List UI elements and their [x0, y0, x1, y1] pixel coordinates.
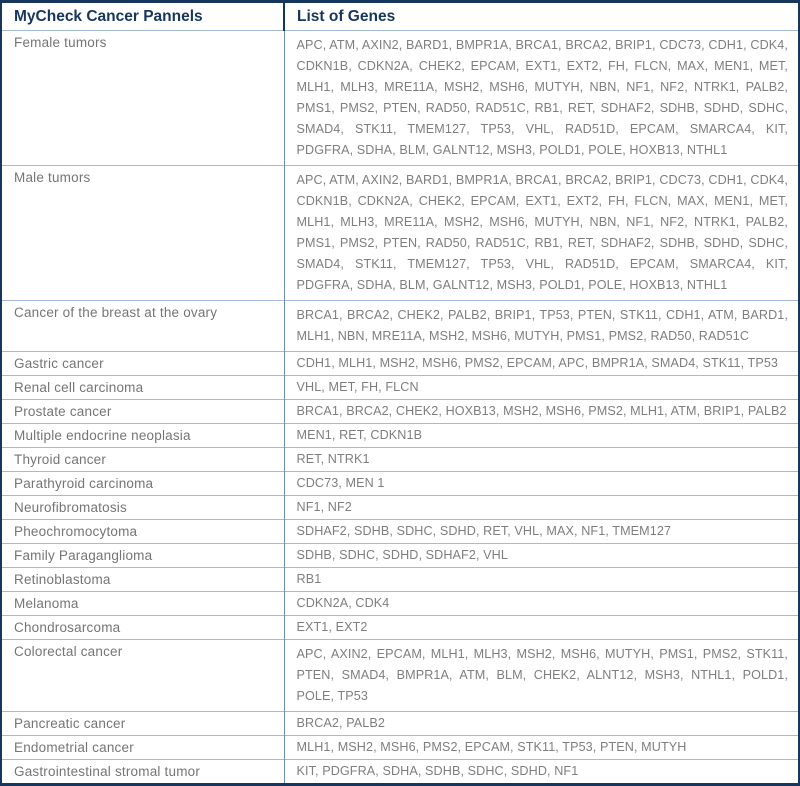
table-row — [1, 301, 799, 352]
table-row — [1, 352, 799, 376]
table-row — [1, 472, 799, 496]
table-row — [1, 448, 799, 472]
panel-name-cell: Pancreatic cancer — [1, 712, 284, 736]
panel-name-cell: Endometrial cancer — [1, 736, 284, 760]
gene-list-cell: BRCA1, BRCA2, CHEK2, PALB2, BRIP1, TP53, PTEN, STK11, CDH1, ATM, BARD1, MLH1, NBN, MRE11A, MSH2, MSH6, MUTYH, PMS1, PMS2, RAD50, RAD51C — [284, 301, 799, 352]
panel-name-cell: Neurofibromatosis — [1, 496, 284, 520]
gene-list-cell: VHL, MET, FH, FLCN — [284, 376, 799, 400]
gene-list-cell: CDKN2A, CDK4 — [284, 592, 799, 616]
table-row — [1, 376, 799, 400]
gene-list-cell: APC, AXIN2, EPCAM, MLH1, MLH3, MSH2, MSH6, MUTYH, PMS1, PMS2, STK11, PTEN, SMAD4, BMPR1A, ATM, BLM, CHEK2, ALNT12, MSH3, NTHL1, POLD1, POLE, TP53 — [284, 640, 799, 712]
panel-name-cell: Renal cell carcinoma — [1, 376, 284, 400]
table-row — [1, 736, 799, 760]
panel-name-cell: Pheochromocytoma — [1, 520, 284, 544]
panel-name-cell: Thyroid cancer — [1, 448, 284, 472]
gene-list-cell: MLH1, MSH2, MSH6, PMS2, EPCAM, STK11, TP53, PTEN, MUTYH — [284, 736, 799, 760]
column-header-panels: MyCheck Cancer Pannels — [1, 2, 284, 31]
panel-name-cell: Female tumors — [1, 31, 284, 166]
table-row — [1, 166, 799, 301]
table-header — [1, 2, 799, 31]
panel-name-cell: Gastrointestinal stromal tumor — [1, 760, 284, 785]
panel-name-cell: Retinoblastoma — [1, 568, 284, 592]
gene-list-cell: CDH1, MLH1, MSH2, MSH6, PMS2, EPCAM, APC, BMPR1A, SMAD4, STK11, TP53 — [284, 352, 799, 376]
panel-name-cell: Family Paraganglioma — [1, 544, 284, 568]
gene-list-cell: RB1 — [284, 568, 799, 592]
table-row — [1, 760, 799, 785]
panel-name-cell: Parathyroid carcinoma — [1, 472, 284, 496]
gene-list-cell: CDC73, MEN 1 — [284, 472, 799, 496]
gene-list-cell: RET, NTRK1 — [284, 448, 799, 472]
gene-list-cell: BRCA2, PALB2 — [284, 712, 799, 736]
panel-name-cell: Cancer of the breast at the ovary — [1, 301, 284, 352]
gene-list-cell: EXT1, EXT2 — [284, 616, 799, 640]
gene-list-cell: NF1, NF2 — [284, 496, 799, 520]
column-header-genes: List of Genes — [284, 2, 799, 31]
table-row — [1, 592, 799, 616]
table-body — [1, 31, 799, 785]
gene-list-cell: APC, ATM, AXIN2, BARD1, BMPR1A, BRCA1, BRCA2, BRIP1, CDC73, CDH1, CDK4, CDKN1B, CDKN2A, CHEK2, EPCAM, EXT1, EXT2, FH, FLCN, MAX, MEN1, MET, MLH1, MLH3, MRE11A, MSH2, MSH6, MUTYH, NBN, NF1, NF2, NTRK1, PALB2, PMS1, PMS2, PTEN, RAD50, RAD51C, RB1, RET, SDHAF2, SDHB, SDHD, SDHC, SMAD4, STK11, TMEM127, TP53, VHL, RAD51D, EPCAM, SMARCA4, KIT, PDGFRA, SDHA, BLM, GALNT12, MSH3, POLD1, POLE, HOXB13, NTHL1 — [284, 31, 799, 166]
panel-name-cell: Male tumors — [1, 166, 284, 301]
table-row — [1, 568, 799, 592]
gene-list-cell: SDHAF2, SDHB, SDHC, SDHD, RET, VHL, MAX, NF1, TMEM127 — [284, 520, 799, 544]
gene-list-cell: BRCA1, BRCA2, CHEK2, HOXB13, MSH2, MSH6, PMS2, MLH1, ATM, BRIP1, PALB2 — [284, 400, 799, 424]
gene-list-cell: MEN1, RET, CDKN1B — [284, 424, 799, 448]
panel-name-cell: Gastric cancer — [1, 352, 284, 376]
table-row — [1, 712, 799, 736]
table-row — [1, 616, 799, 640]
gene-list-cell: APC, ATM, AXIN2, BARD1, BMPR1A, BRCA1, BRCA2, BRIP1, CDC73, CDH1, CDK4, CDKN1B, CDKN2A, CHEK2, EPCAM, EXT1, EXT2, FH, FLCN, MAX, MEN1, MET, MLH1, MLH3, MRE11A, MSH2, MSH6, MUTYH, NBN, NF1, NF2, NTRK1, PALB2, PMS1, PMS2, PTEN, RAD50, RAD51C, RB1, RET, SDHAF2, SDHB, SDHD, SDHC, SMAD4, STK11, TMEM127, TP53, VHL, RAD51D, EPCAM, SMARCA4, KIT, PDGFRA, SDHA, BLM, GALNT12, MSH3, POLD1, POLE, HOXB13, NTHL1 — [284, 166, 799, 301]
table-row — [1, 424, 799, 448]
table-header-row — [1, 2, 799, 31]
panel-name-cell: Prostate cancer — [1, 400, 284, 424]
panel-name-cell: Chondrosarcoma — [1, 616, 284, 640]
table-row — [1, 31, 799, 166]
table-row — [1, 640, 799, 712]
table-row — [1, 496, 799, 520]
panel-name-cell: Melanoma — [1, 592, 284, 616]
table-row — [1, 400, 799, 424]
panel-name-cell: Multiple endocrine neoplasia — [1, 424, 284, 448]
gene-list-cell: KIT, PDGFRA, SDHA, SDHB, SDHC, SDHD, NF1 — [284, 760, 799, 785]
table-row — [1, 520, 799, 544]
table-row — [1, 544, 799, 568]
panel-name-cell: Colorectal cancer — [1, 640, 284, 712]
gene-list-cell: SDHB, SDHC, SDHD, SDHAF2, VHL — [284, 544, 799, 568]
